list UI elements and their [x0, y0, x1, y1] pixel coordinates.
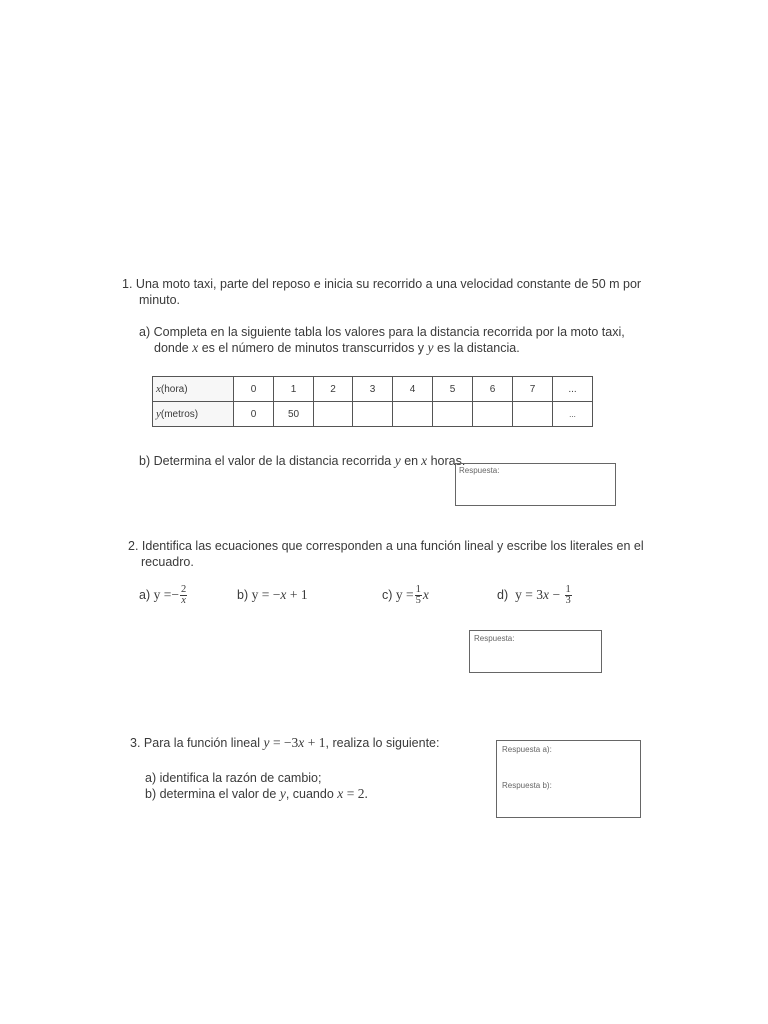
problem-1a-text: Completa en la siguiente tabla los valores para la distancia recorrida por la moto taxi, [153, 325, 625, 339]
fraction [415, 585, 422, 606]
answer-box-2[interactable] [469, 630, 602, 673]
table-row-x [153, 377, 593, 402]
problem-2-line1: Identifica las ecuaciones que corresponden a una función lineal y escribe los literales en el [141, 539, 644, 553]
math-var-x: x [156, 383, 161, 395]
table-cell: 3 [353, 377, 393, 402]
option-b-rest: + 1 [289, 587, 308, 602]
math-var-x: x [337, 786, 344, 801]
values-table [152, 376, 593, 427]
problem-3-statement [130, 735, 439, 751]
problem-1a-label: a) [139, 325, 151, 339]
table-cell: 7 [513, 377, 553, 402]
problem-1-number: 1. [122, 277, 133, 291]
table-cell: 5 [433, 377, 473, 402]
math-var-x: x [280, 587, 287, 602]
option-c-label: c) [382, 588, 393, 602]
option-b [237, 583, 308, 607]
answer-box-1-label: Respuesta: [459, 466, 500, 475]
fraction [565, 585, 572, 606]
math-var-y: y [394, 453, 401, 468]
table-cell: 0 [234, 377, 274, 402]
math-var-x: x [422, 587, 429, 602]
problem-2-statement-cont: recuadro. [141, 555, 194, 569]
answer-box-3[interactable] [496, 740, 641, 818]
option-b-lhs: y = − [251, 587, 281, 602]
problem-3-intro2: , realiza lo siguiente: [325, 736, 440, 750]
problem-2-number: 2. [128, 539, 139, 553]
problem-1b-text1: Determina el valor de la distancia recorrida [153, 454, 392, 468]
problem-3-number: 3. [130, 736, 141, 750]
answer-3a-label: Respuesta a): [502, 745, 552, 754]
table-cell: ... [553, 377, 593, 402]
answer-box-1[interactable] [455, 463, 616, 506]
problem-1-statement-cont: minuto. [139, 293, 180, 307]
option-d-lhs: y = 3 [515, 587, 543, 602]
fraction-denominator: x [181, 595, 186, 607]
fraction-numerator: 1 [415, 584, 421, 596]
option-b-label: b) [237, 588, 249, 602]
math-var-x: x [542, 587, 549, 602]
problem-3a: a) identifica la razón de cambio; [145, 771, 322, 785]
problem-1a-line2 [154, 340, 520, 356]
math-var-x: x [298, 735, 305, 750]
problem-3b-prefix: b) determina el valor de [145, 787, 277, 801]
math-var-y: y [263, 735, 270, 750]
option-a [139, 583, 188, 607]
problem-1-statement [122, 276, 641, 292]
problem-3-intro1: Para la función lineal [143, 736, 260, 750]
table-cell-input[interactable] [433, 402, 473, 427]
problem-1b-text2: en [404, 454, 419, 468]
table-cell-input[interactable] [314, 402, 353, 427]
problem-1b-text3: horas. [430, 454, 466, 468]
math-var-y: y [279, 786, 286, 801]
math-var-y: y [156, 408, 161, 420]
option-d [497, 583, 573, 607]
option-a-lhs: y =− [153, 587, 179, 602]
table-cell: 0 [234, 402, 274, 427]
table-cell: 2 [314, 377, 353, 402]
problem-1b-label: b) [139, 454, 151, 468]
problem-1a-line1 [139, 324, 625, 340]
table-header-y [153, 402, 234, 427]
answer-3b-label: Respuesta b): [502, 781, 552, 790]
fraction-denominator: 5 [415, 595, 421, 607]
table-cell: 1 [274, 377, 314, 402]
problem-3b-end: = 2. [346, 786, 368, 801]
table-cell-input[interactable] [473, 402, 513, 427]
option-d-minus: − [552, 587, 561, 602]
table-cell: ... [553, 402, 593, 427]
problem-3b-mid: , cuando [285, 787, 334, 801]
problem-3b [145, 786, 368, 802]
option-d-label: d) [497, 588, 509, 602]
option-a-label: a) [139, 588, 151, 602]
problem-1a-suffix: es la distancia. [437, 341, 520, 355]
problem-1a-mid: es el número de minutos transcurridos y [201, 341, 425, 355]
table-cell: 50 [274, 402, 314, 427]
fraction-numerator: 1 [565, 584, 571, 596]
table-cell-input[interactable] [393, 402, 433, 427]
math-var-y: y [427, 340, 434, 355]
answer-box-2-label: Respuesta: [474, 634, 515, 643]
problem-1-line1: Una moto taxi, parte del reposo e inicia su recorrido a una velocidad constante de 50 m por [135, 277, 642, 291]
problem-3-eq-end: + 1 [307, 735, 326, 750]
header-y-label: (metros) [160, 409, 199, 420]
option-c-lhs: y = [395, 587, 414, 602]
math-var-x: x [192, 340, 199, 355]
table-header-x [153, 377, 234, 402]
fraction [180, 585, 187, 606]
fraction-denominator: 3 [565, 595, 571, 607]
fraction-numerator: 2 [180, 584, 187, 596]
header-x-label: (hora) [160, 384, 188, 395]
problem-1b [139, 453, 465, 469]
problem-3-eq-mid: = −3 [272, 735, 299, 750]
table-cell-input[interactable] [513, 402, 553, 427]
problem-2-statement [128, 538, 644, 554]
math-var-x: x [421, 453, 428, 468]
table-cell: 4 [393, 377, 433, 402]
option-c [382, 583, 429, 607]
table-cell-input[interactable] [353, 402, 393, 427]
table-cell: 6 [473, 377, 513, 402]
table-row-y [153, 402, 593, 427]
problem-1a-prefix: donde [154, 341, 189, 355]
